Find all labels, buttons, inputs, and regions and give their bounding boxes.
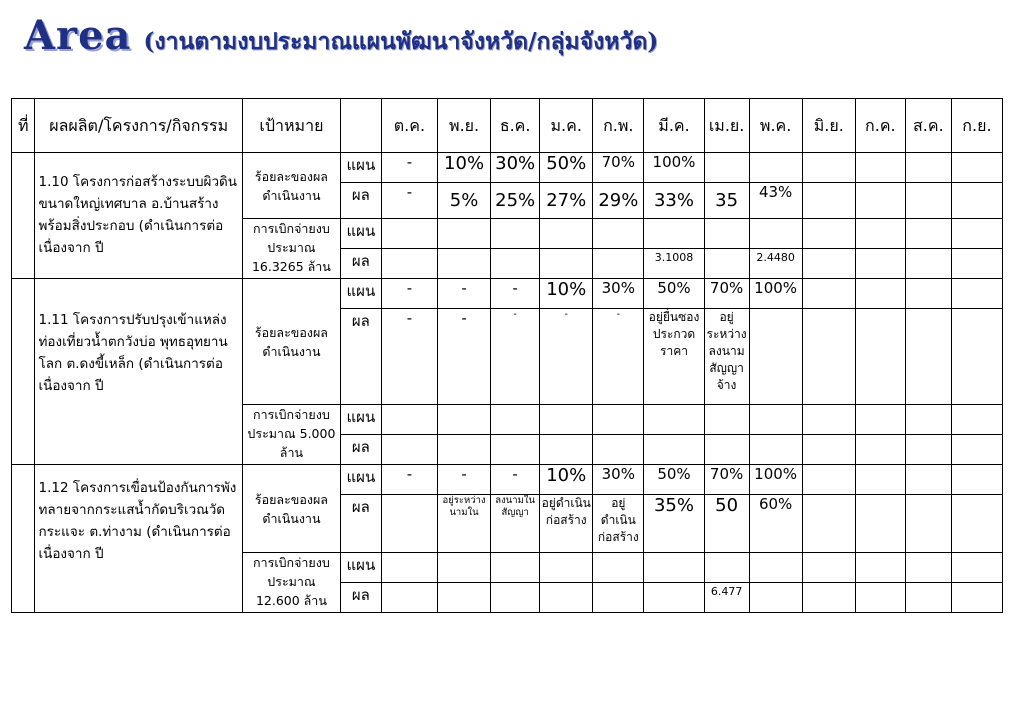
cell-value	[438, 583, 491, 613]
plan-label: แผน	[340, 153, 381, 183]
project-title: 1.10 โครงการก่อสร้างระบบผิวดินขนาดใหญ่เทศบาล อ.บ้านสร้าง พร้อมสิ่งประกอบ (ดำเนินการต่อเนื่องจาก ปี	[35, 153, 242, 279]
cell-value: 70%	[704, 279, 749, 309]
cell-value	[905, 583, 951, 613]
cell-value	[855, 153, 905, 183]
header-no: ที่	[12, 99, 35, 153]
cell-value	[855, 219, 905, 249]
cell-value	[381, 249, 437, 279]
plan-label: แผน	[340, 279, 381, 309]
cell-value	[802, 249, 855, 279]
cell-value	[593, 435, 644, 465]
budget-label: การเบิกจ่ายงบประมาณ 5.000 ล้าน	[242, 405, 340, 465]
cell-value: 70%	[704, 465, 749, 495]
cell-value	[802, 279, 855, 309]
cell-value: 30%	[593, 279, 644, 309]
plan-label: แผน	[340, 219, 381, 249]
cell-value: -	[381, 465, 437, 495]
cell-value	[855, 279, 905, 309]
cell-value	[855, 495, 905, 553]
cell-value	[951, 553, 1002, 583]
cell-value: -	[593, 309, 644, 405]
cell-value	[905, 465, 951, 495]
row-number-cell	[12, 465, 35, 613]
cell-value	[951, 405, 1002, 435]
cell-value	[905, 553, 951, 583]
plan-label: แผน	[340, 553, 381, 583]
cell-value	[491, 219, 540, 249]
cell-value	[855, 183, 905, 219]
cell-value: 3.1008	[644, 249, 704, 279]
cell-value	[381, 219, 437, 249]
cell-value: 27%	[540, 183, 593, 219]
cell-value: 6.477	[704, 583, 749, 613]
cell-value	[802, 219, 855, 249]
cell-value: -	[438, 465, 491, 495]
plan-label: แผน	[340, 465, 381, 495]
cell-value	[540, 405, 593, 435]
cell-value	[905, 279, 951, 309]
cell-value: อยู่ระหว่างนามใน	[438, 495, 491, 553]
cell-value	[802, 435, 855, 465]
plan-label: แผน	[340, 405, 381, 435]
cell-value	[491, 249, 540, 279]
cell-value: อยู่ดำเนินก่อสร้าง	[540, 495, 593, 553]
cell-value	[381, 435, 437, 465]
cell-value	[644, 219, 704, 249]
cell-value	[855, 249, 905, 279]
kpi-label: ร้อยละของผลดำเนินงาน	[242, 153, 340, 219]
cell-value	[905, 435, 951, 465]
cell-value: 5%	[438, 183, 491, 219]
header-month: ม.ค.	[540, 99, 593, 153]
cell-value	[749, 583, 802, 613]
cell-value	[704, 219, 749, 249]
cell-value: อยู่ยื่นซองประกวดราคา	[644, 309, 704, 405]
row-number-cell	[12, 153, 35, 279]
cell-value	[802, 465, 855, 495]
header-month: ก.พ.	[593, 99, 644, 153]
cell-value	[855, 465, 905, 495]
cell-value	[593, 583, 644, 613]
cell-value	[593, 405, 644, 435]
cell-value	[951, 279, 1002, 309]
header-month: ก.ย.	[951, 99, 1002, 153]
cell-value	[438, 435, 491, 465]
cell-value: 10%	[540, 279, 593, 309]
cell-value	[951, 219, 1002, 249]
cell-value: -	[491, 279, 540, 309]
cell-value	[438, 249, 491, 279]
header-target: เป้าหมาย	[242, 99, 340, 153]
row-number-cell	[12, 279, 35, 465]
cell-value: 33%	[644, 183, 704, 219]
cell-value	[593, 219, 644, 249]
cell-value	[905, 219, 951, 249]
header-month: มิ.ย.	[802, 99, 855, 153]
header-month: ธ.ค.	[491, 99, 540, 153]
cell-value	[491, 553, 540, 583]
cell-value	[644, 553, 704, 583]
cell-value	[749, 219, 802, 249]
cell-value	[540, 553, 593, 583]
table-row	[12, 279, 1003, 309]
cell-value	[491, 583, 540, 613]
cell-value	[540, 583, 593, 613]
page-title	[24, 12, 658, 68]
header-month: ต.ค.	[381, 99, 437, 153]
cell-value	[381, 495, 437, 553]
header-month: พ.ค.	[749, 99, 802, 153]
header-month: เม.ย.	[704, 99, 749, 153]
header-month: ก.ค.	[855, 99, 905, 153]
header-month: มี.ค.	[644, 99, 704, 153]
cell-value	[951, 183, 1002, 219]
result-label: ผล	[340, 495, 381, 553]
cell-value	[644, 405, 704, 435]
cell-value	[749, 553, 802, 583]
cell-value	[704, 553, 749, 583]
cell-value: 35	[704, 183, 749, 219]
cell-value: -	[540, 309, 593, 405]
cell-value	[749, 405, 802, 435]
cell-value: 29%	[593, 183, 644, 219]
cell-value	[855, 309, 905, 405]
cell-value	[438, 219, 491, 249]
cell-value: อยู่ระหว่างลงนามสัญญาจ้าง	[704, 309, 749, 405]
cell-value	[802, 583, 855, 613]
cell-value	[905, 309, 951, 405]
cell-value	[540, 249, 593, 279]
result-label: ผล	[340, 435, 381, 465]
cell-value: -	[381, 279, 437, 309]
cell-value	[381, 553, 437, 583]
cell-value	[540, 435, 593, 465]
cell-value: 30%	[491, 153, 540, 183]
cell-value	[802, 183, 855, 219]
cell-value	[905, 183, 951, 219]
cell-value	[540, 219, 593, 249]
header-type	[340, 99, 381, 153]
cell-value	[593, 249, 644, 279]
cell-value	[749, 435, 802, 465]
cell-value	[905, 495, 951, 553]
cell-value	[905, 249, 951, 279]
cell-value	[438, 405, 491, 435]
cell-value	[491, 435, 540, 465]
cell-value: 50%	[540, 153, 593, 183]
cell-value: 50	[704, 495, 749, 553]
cell-value	[905, 405, 951, 435]
table-row	[12, 465, 1003, 495]
result-label: ผล	[340, 583, 381, 613]
result-label: ผล	[340, 309, 381, 405]
cell-value: -	[381, 183, 437, 219]
cell-value	[644, 583, 704, 613]
result-label: ผล	[340, 183, 381, 219]
cell-value	[704, 435, 749, 465]
cell-value	[644, 435, 704, 465]
cell-value	[855, 435, 905, 465]
cell-value	[951, 309, 1002, 405]
header-project: ผลผลิต/โครงการ/กิจกรรม	[35, 99, 242, 153]
cell-value	[951, 435, 1002, 465]
cell-value	[905, 153, 951, 183]
cell-value	[855, 583, 905, 613]
cell-value	[951, 583, 1002, 613]
budget-label: การเบิกจ่ายงบประมาณ 12.600 ล้าน	[242, 553, 340, 613]
cell-value	[593, 553, 644, 583]
header-month: ส.ค.	[905, 99, 951, 153]
cell-value	[491, 405, 540, 435]
header-row	[12, 99, 1003, 153]
cell-value: -	[381, 153, 437, 183]
cell-value: 50%	[644, 279, 704, 309]
table-row	[12, 153, 1003, 183]
cell-value	[951, 465, 1002, 495]
cell-value: 30%	[593, 465, 644, 495]
cell-value	[704, 405, 749, 435]
cell-value	[951, 495, 1002, 553]
cell-value: 50%	[644, 465, 704, 495]
cell-value: -	[381, 309, 437, 405]
cell-value	[802, 405, 855, 435]
header-month: พ.ย.	[438, 99, 491, 153]
kpi-label: ร้อยละของผลดำเนินงาน	[242, 279, 340, 405]
cell-value	[951, 153, 1002, 183]
cell-value: -	[438, 309, 491, 405]
cell-value	[749, 309, 802, 405]
cell-value: 100%	[749, 279, 802, 309]
project-title: 1.11 โครงการปรับปรุงเข้าแหล่งท่องเที่ยวน้ำตกวังบ่อ พุทธอุทยานโลก ต.ดงขี้เหล็ก (ดำเนินการต่อเนื่องจาก ปี	[35, 279, 242, 465]
cell-value: -	[491, 309, 540, 405]
cell-value	[749, 153, 802, 183]
cell-value: 70%	[593, 153, 644, 183]
cell-value	[802, 309, 855, 405]
kpi-label: ร้อยละของผลดำเนินงาน	[242, 465, 340, 553]
cell-value: 60%	[749, 495, 802, 553]
cell-value	[381, 405, 437, 435]
project-title: 1.12 โครงการเขื่อนป้องกันการพังทลายจากกระแสน้ำกัดบริเวณวัดกระแจะ ต.ท่างาม (ดำเนินการต่อเนื่องจาก ปี	[35, 465, 242, 613]
cell-value	[704, 153, 749, 183]
cell-value	[802, 495, 855, 553]
cell-value: 2.4480	[749, 249, 802, 279]
cell-value	[704, 249, 749, 279]
cell-value: ลงนามในสัญญา	[491, 495, 540, 553]
budget-label: การเบิกจ่ายงบประมาณ 16.3265 ล้าน	[242, 219, 340, 279]
cell-value	[855, 553, 905, 583]
cell-value: อยู่ดำเนินก่อสร้าง	[593, 495, 644, 553]
cell-value	[802, 153, 855, 183]
cell-value	[802, 553, 855, 583]
cell-value: 100%	[749, 465, 802, 495]
cell-value: 10%	[438, 153, 491, 183]
cell-value: 35%	[644, 495, 704, 553]
result-label: ผล	[340, 249, 381, 279]
cell-value	[951, 249, 1002, 279]
cell-value: 25%	[491, 183, 540, 219]
title-subtitle: (งานตามงบประมาณแผนพัฒนาจังหวัด/กลุ่มจังหวัด)	[143, 28, 659, 55]
cell-value: -	[491, 465, 540, 495]
cell-value: 100%	[644, 153, 704, 183]
cell-value: -	[438, 279, 491, 309]
cell-value	[381, 583, 437, 613]
progress-table	[11, 98, 1003, 613]
cell-value	[438, 553, 491, 583]
title-main: Area	[24, 12, 132, 59]
cell-value: 43%	[749, 183, 802, 219]
cell-value	[855, 405, 905, 435]
cell-value: 10%	[540, 465, 593, 495]
